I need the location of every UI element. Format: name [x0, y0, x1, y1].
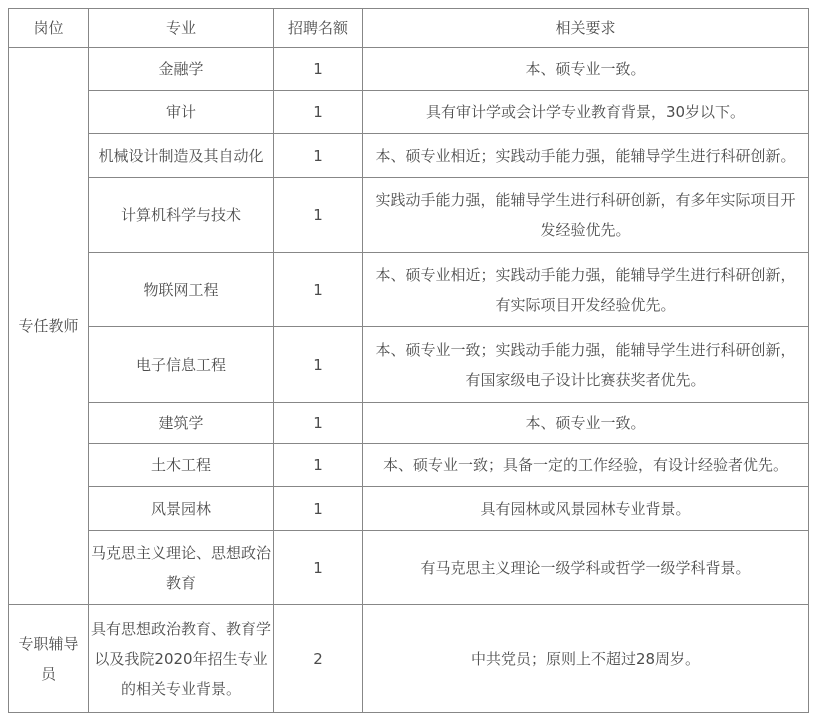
table-body	[9, 48, 809, 713]
major-cell: 电子信息工程	[89, 327, 274, 403]
quota-cell: 1	[274, 444, 363, 487]
col-header-requirements: 相关要求	[363, 9, 809, 48]
requirement-cell: 本、硕专业相近；实践动手能力强，能辅导学生进行科研创新。	[363, 134, 809, 178]
quota-cell: 1	[274, 178, 363, 253]
table-row	[9, 253, 809, 327]
table-row	[9, 487, 809, 531]
table-row	[9, 48, 809, 91]
requirement-cell: 本、硕专业一致。	[363, 403, 809, 444]
table-row	[9, 444, 809, 487]
table-row	[9, 178, 809, 253]
quota-cell: 1	[274, 48, 363, 91]
requirement-cell: 有马克思主义理论一级学科或哲学一级学科背景。	[363, 531, 809, 605]
table-header	[9, 9, 809, 48]
position-cell: 专任教师	[9, 48, 89, 605]
col-header-major: 专业	[89, 9, 274, 48]
major-cell: 金融学	[89, 48, 274, 91]
requirement-cell: 本、硕专业一致；实践动手能力强，能辅导学生进行科研创新，有国家级电子设计比赛获奖者优先。	[363, 327, 809, 403]
quota-cell: 1	[274, 531, 363, 605]
major-cell: 风景园林	[89, 487, 274, 531]
position-cell: 专职辅导员	[9, 605, 89, 713]
major-cell: 物联网工程	[89, 253, 274, 327]
table-row	[9, 531, 809, 605]
quota-cell: 1	[274, 253, 363, 327]
requirement-cell: 实践动手能力强，能辅导学生进行科研创新，有多年实际项目开发经验优先。	[363, 178, 809, 253]
quota-cell: 1	[274, 134, 363, 178]
requirement-cell: 本、硕专业一致。	[363, 48, 809, 91]
quota-cell: 1	[274, 327, 363, 403]
major-cell: 马克思主义理论、思想政治教育	[89, 531, 274, 605]
recruitment-table	[8, 8, 809, 713]
major-cell: 审计	[89, 91, 274, 134]
table-row	[9, 327, 809, 403]
quota-cell: 2	[274, 605, 363, 713]
requirement-cell: 具有审计学或会计学专业教育背景，30岁以下。	[363, 91, 809, 134]
major-cell: 计算机科学与技术	[89, 178, 274, 253]
quota-cell: 1	[274, 91, 363, 134]
table-row	[9, 403, 809, 444]
major-cell: 机械设计制造及其自动化	[89, 134, 274, 178]
requirement-cell: 具有园林或风景园林专业背景。	[363, 487, 809, 531]
major-cell: 具有思想政治教育、教育学以及我院2020年招生专业的相关专业背景。	[89, 605, 274, 713]
quota-cell: 1	[274, 487, 363, 531]
requirement-cell: 本、硕专业一致；具备一定的工作经验，有设计经验者优先。	[363, 444, 809, 487]
major-cell: 土木工程	[89, 444, 274, 487]
col-header-quota: 招聘名额	[274, 9, 363, 48]
major-cell: 建筑学	[89, 403, 274, 444]
table-row	[9, 605, 809, 713]
header-row	[9, 9, 809, 48]
table-row	[9, 91, 809, 134]
col-header-position: 岗位	[9, 9, 89, 48]
quota-cell: 1	[274, 403, 363, 444]
requirement-cell: 中共党员；原则上不超过28周岁。	[363, 605, 809, 713]
table-row	[9, 134, 809, 178]
requirement-cell: 本、硕专业相近；实践动手能力强，能辅导学生进行科研创新，有实际项目开发经验优先。	[363, 253, 809, 327]
